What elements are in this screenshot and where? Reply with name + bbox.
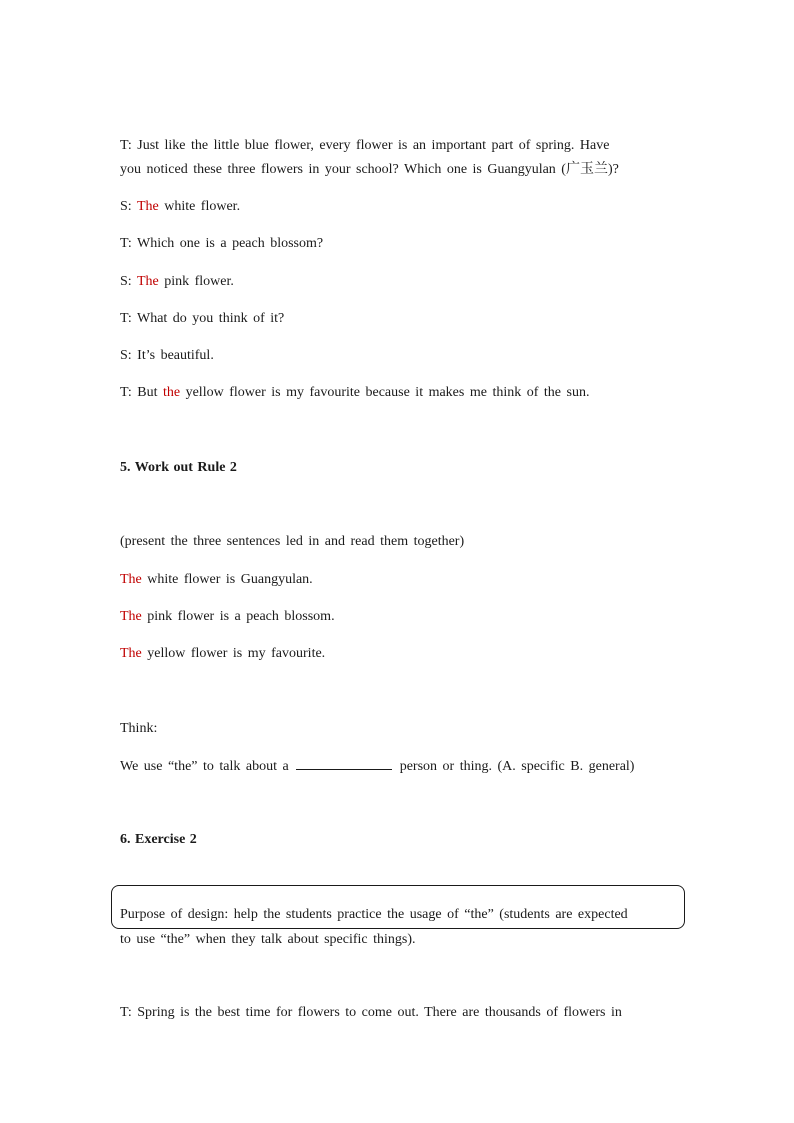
example-sentence-text: white flower is Guangyulan. xyxy=(141,572,313,587)
purpose-line-1: Purpose of design: help the students practice the usage of “the” (students are expected xyxy=(120,907,628,922)
fill-in-blank xyxy=(296,757,392,770)
think-options-text: person or thing. (A. specific B. general) xyxy=(399,759,635,774)
example-sentence xyxy=(120,645,325,663)
article-the-highlight: The xyxy=(120,646,142,661)
section-6-heading: 6. Exercise 2 xyxy=(120,832,197,847)
student-line-2 xyxy=(120,273,234,291)
teacher-line-2: T: Which one is a peach blossom? xyxy=(120,236,324,251)
student-line-text: pink flower. xyxy=(158,274,234,289)
article-the-highlight: The xyxy=(136,274,159,289)
section-5-heading: 5. Work out Rule 2 xyxy=(120,460,237,475)
student-line-1 xyxy=(120,198,240,216)
teacher-line-1b: you noticed these three flowers in your school? Which one is Guangyulan (广玉兰)? xyxy=(120,162,619,177)
article-the-highlight: The xyxy=(136,199,159,214)
teacher-line-4 xyxy=(120,384,589,402)
example-sentence xyxy=(120,571,313,589)
student-line-text: white flower. xyxy=(158,199,241,214)
article-the-highlight: the xyxy=(162,385,181,400)
example-sentence-text: pink flower is a peach blossom. xyxy=(141,609,335,624)
teacher-line-text: T: But xyxy=(120,385,163,400)
teacher-line-1a: T: Just like the little blue flower, every flower is an important part of spring. Have xyxy=(120,138,610,153)
speaker-label: S: xyxy=(120,274,137,289)
think-question xyxy=(120,757,634,776)
article-the-highlight: The xyxy=(120,572,142,587)
student-line-3: S: It’s beautiful. xyxy=(120,348,214,363)
speaker-label: S: xyxy=(120,199,137,214)
think-label: Think: xyxy=(120,721,158,736)
purpose-line-2: to use “the” when they talk about specific things). xyxy=(120,932,416,947)
article-the-highlight: The xyxy=(120,609,142,624)
teacher-line-text: yellow flower is my favourite because it makes me think of the sun. xyxy=(180,385,590,400)
teacher-line-5: T: Spring is the best time for flowers to come out. There are thousands of flowers in xyxy=(120,1005,622,1020)
example-sentence xyxy=(120,608,335,626)
example-sentence-text: yellow flower is my favourite. xyxy=(141,646,326,661)
teacher-line-3: T: What do you think of it? xyxy=(120,311,285,326)
section-5-instruction: (present the three sentences led in and read them together) xyxy=(120,534,465,549)
think-question-text: We use “the” to talk about a xyxy=(120,759,289,774)
